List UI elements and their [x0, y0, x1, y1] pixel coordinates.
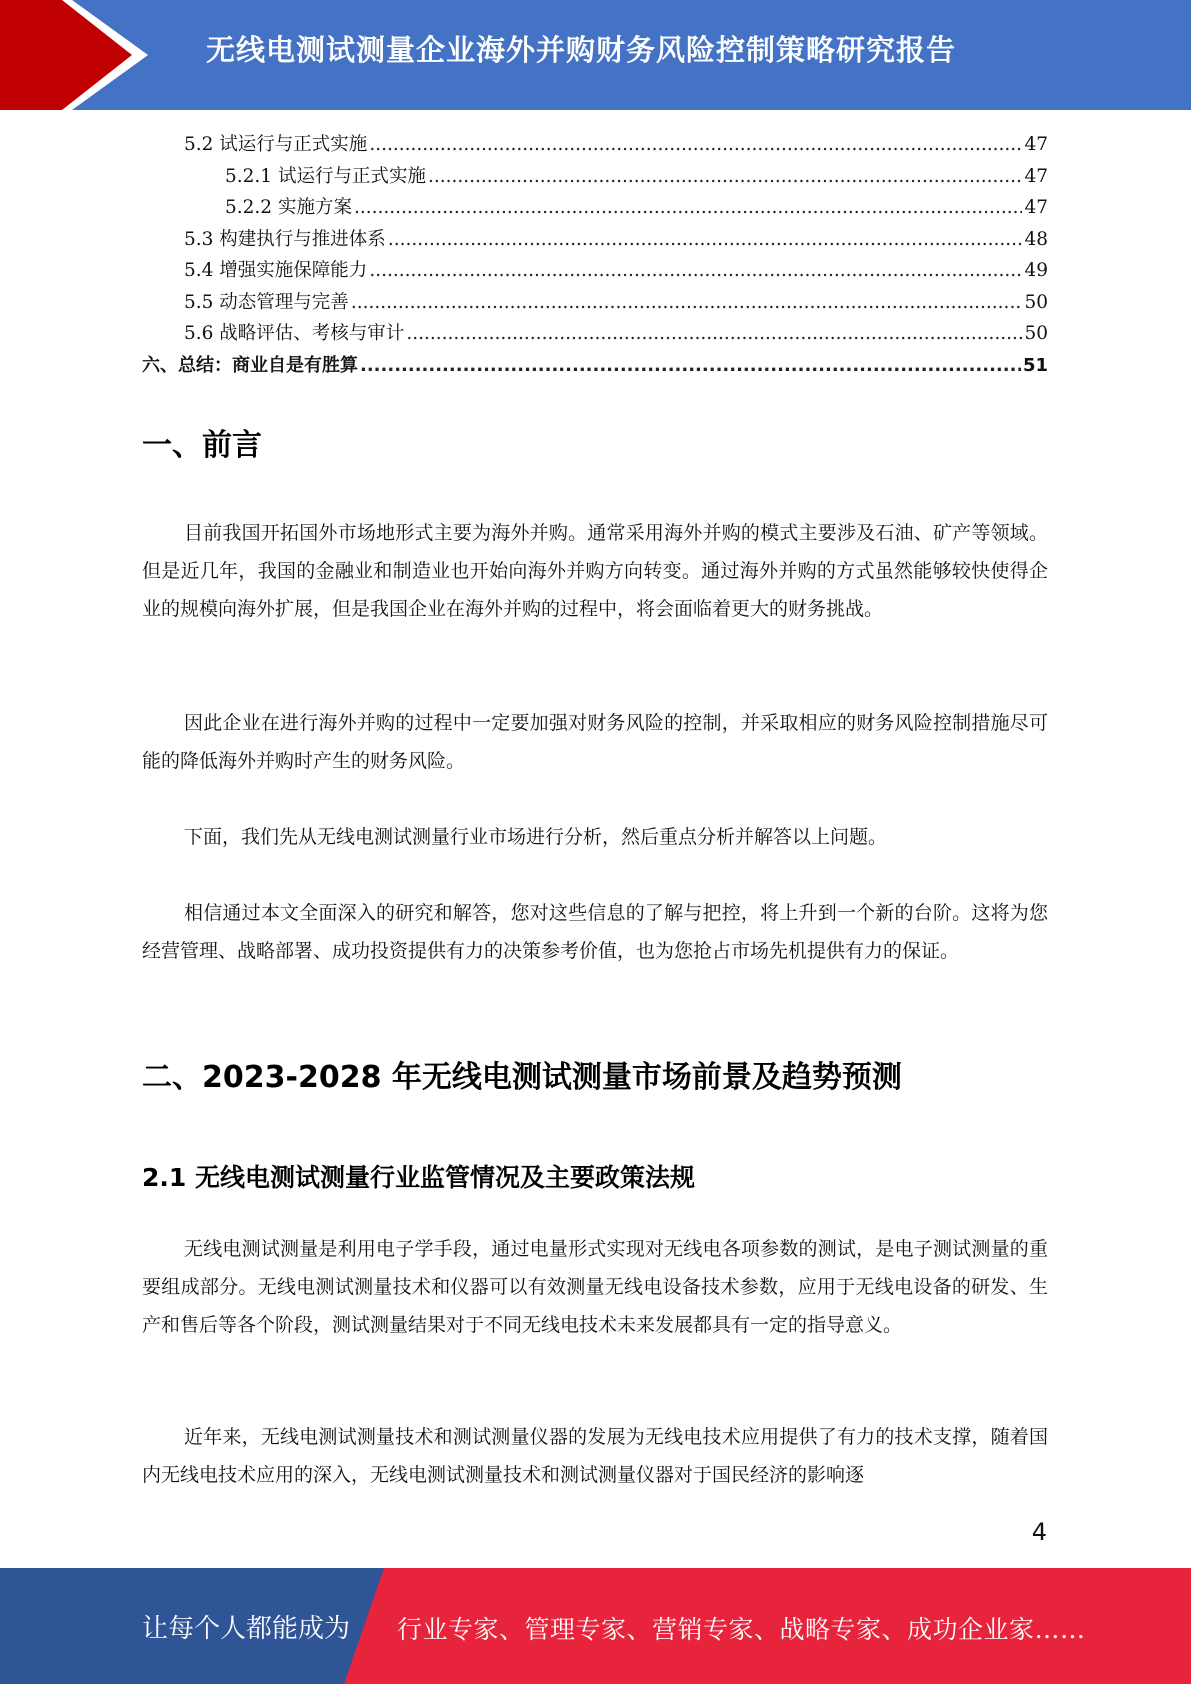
toc-leader-dots — [369, 260, 1022, 281]
footer-slogan-left: 让每个人都能成为 — [142, 1614, 351, 1644]
toc-entry-page: 50 — [1024, 291, 1048, 313]
toc-entry-label: 六、总结：商业自是有胜算 — [142, 354, 358, 376]
header-arrow-icon — [0, 0, 160, 110]
toc-entry-label: 5.2.1 试运行与正式实施 — [225, 165, 426, 187]
toc-entry[interactable] — [142, 130, 1048, 162]
paragraph: 相信通过本文全面深入的研究和解答，您对这些信息的了解与把控，将上升到一个新的台阶。这将为您经营管理、战略部署、成功投资提供有力的决策参考价值，也为您抢占市场先机提供有力的保证。 — [142, 902, 1048, 962]
footer-slogan-right: 行业专家、管理专家、营销专家、战略专家、成功企业家…… — [397, 1615, 1086, 1644]
section-heading-forecast: 二、2023-2028 年无线电测试测量市场前景及趋势预测 — [142, 1060, 902, 1095]
section-heading-preface: 一、前言 — [142, 428, 262, 463]
page-footer — [0, 1568, 1191, 1684]
report-title: 无线电测试测量企业海外并购财务风险控制策略研究报告 — [206, 33, 957, 67]
toc-entry-page: 51 — [1022, 354, 1048, 376]
toc-leader-dots — [388, 229, 1023, 250]
paragraph: 无线电测试测量是利用电子学手段，通过电量形式实现对无线电各项参数的测试，是电子测试测量的重要组成部分。无线电测试测量技术和仪器可以有效测量无线电设备技术参数，应用于无线电设备的研发、生产和售后等各个阶段，测试测量结果对于不同无线电技术未来发展都具有一定的指导意义。 — [142, 1238, 1048, 1336]
toc-entry-page: 47 — [1024, 165, 1048, 187]
toc-entry[interactable] — [142, 319, 1048, 351]
toc-leader-dots — [360, 355, 1021, 376]
paragraph: 近年来，无线电测试测量技术和测试测量仪器的发展为无线电技术应用提供了有力的技术支撑，随着国内无线电技术应用的深入，无线电测试测量技术和测试测量仪器对于国民经济的影响逐 — [142, 1426, 1048, 1486]
subsection-heading: 2.1 无线电测试测量行业监管情况及主要政策法规 — [142, 1163, 695, 1192]
page-number: 4 — [1031, 1518, 1047, 1546]
page-header — [0, 0, 1191, 110]
toc-leader-dots — [369, 134, 1022, 155]
toc-leader-dots — [354, 197, 1023, 218]
table-of-contents — [142, 130, 1048, 382]
toc-entry[interactable] — [142, 225, 1048, 257]
toc-entry-label: 5.2 试运行与正式实施 — [184, 134, 368, 155]
toc-entry-label: 5.2.2 实施方案 — [225, 197, 352, 218]
toc-entry[interactable] — [142, 288, 1048, 320]
toc-entry[interactable] — [142, 193, 1048, 225]
toc-entry-label: 5.6 战略评估、考核与审计 — [184, 323, 405, 344]
toc-entry-label: 5.5 动态管理与完善 — [184, 291, 349, 313]
toc-entry-label: 5.4 增强实施保障能力 — [184, 260, 368, 281]
toc-leader-dots — [406, 323, 1022, 344]
toc-entry-page: 47 — [1024, 197, 1048, 218]
toc-entry[interactable] — [142, 351, 1048, 383]
toc-entry-page: 50 — [1024, 323, 1048, 344]
paragraph: 因此企业在进行海外并购的过程中一定要加强对财务风险的控制，并采取相应的财务风险控制措施尽可能的降低海外并购时产生的财务风险。 — [142, 712, 1048, 772]
paragraph: 目前我国开拓国外市场地形式主要为海外并购。通常采用海外并购的模式主要涉及石油、矿产等领域。但是近几年，我国的金融业和制造业也开始向海外并购方向转变。通过海外并购的方式虽然能够较快使得企业的规模向海外扩展，但是我国企业在海外并购的过程中，将会面临着更大的财务挑战。 — [142, 522, 1048, 620]
toc-entry-label: 5.3 构建执行与推进体系 — [184, 228, 386, 250]
toc-entry-page: 48 — [1024, 228, 1048, 250]
toc-entry-page: 47 — [1024, 134, 1048, 155]
toc-leader-dots — [428, 166, 1022, 187]
toc-leader-dots — [351, 292, 1023, 313]
toc-entry-page: 49 — [1024, 260, 1048, 281]
toc-entry[interactable] — [142, 256, 1048, 288]
paragraph: 下面，我们先从无线电测试测量行业市场进行分析，然后重点分析并解答以上问题。 — [184, 826, 888, 848]
toc-entry[interactable] — [142, 162, 1048, 194]
